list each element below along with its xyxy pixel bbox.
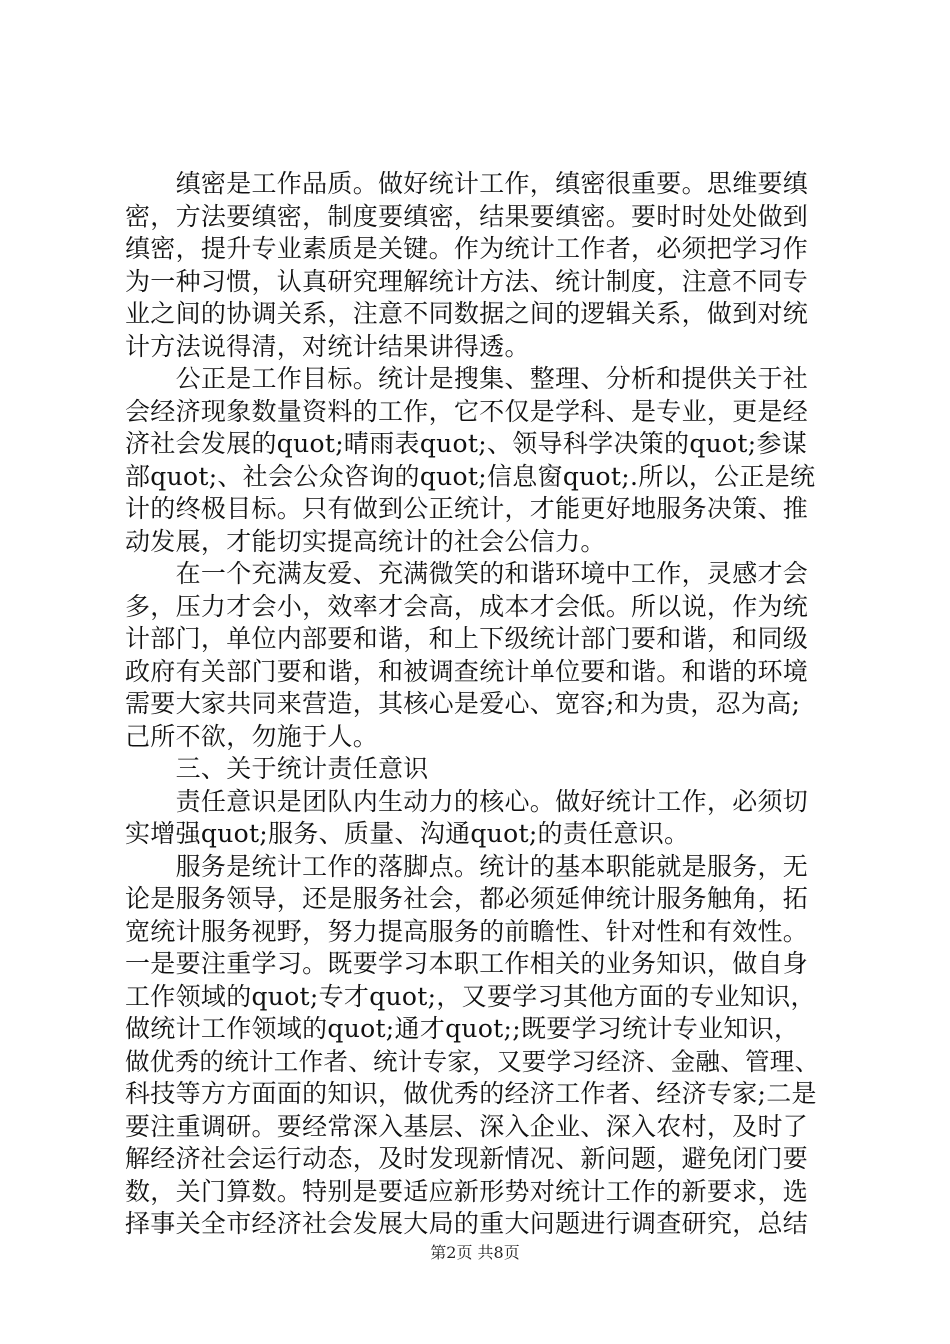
text-line: 数，关门算数。特别是要适应新形势对统计工作的新要求，选 — [125, 1176, 809, 1206]
text-line: 公正是工作目标。统计是搜集、整理、分析和提供关于社 — [125, 364, 809, 393]
text-line: 实增强quot;服务、质量、沟通quot;的责任意识。 — [125, 819, 690, 848]
page-number-footer: 第2页 共8页 — [430, 1243, 520, 1262]
text-line: 三、关于统计责任意识 — [125, 754, 429, 783]
text-line: 做统计工作领域的quot;通才quot;;既要学习统计专业知识， — [125, 1014, 800, 1043]
text-line: 科技等方方面面的知识，做优秀的经济工作者、经济专家;二是 — [125, 1079, 817, 1108]
text-line: 会经济现象数量资料的工作，它不仅是学科、是专业，更是经 — [125, 396, 809, 426]
text-line: 部quot;、社会公众咨询的quot;信息窗quot;.所以，公正是统 — [125, 461, 816, 491]
text-line: 论是服务领导，还是服务社会，都必须延伸统计服务触角，拓 — [125, 884, 809, 913]
text-line: 在一个充满友爱、充满微笑的和谐环境中工作，灵感才会 — [125, 559, 809, 588]
text-line: 计的终极目标。只有做到公正统计，才能更好地服务决策、推 — [125, 494, 809, 523]
text-line: 要注重调研。要经常深入基层、深入企业、深入农村，及时了 — [125, 1111, 809, 1141]
text-line: 解经济社会运行动态，及时发现新情况、新问题，避免闭门要 — [125, 1144, 809, 1173]
text-line: 责任意识是团队内生动力的核心。做好统计工作，必须切 — [125, 786, 809, 816]
text-line: 工作领域的quot;专才quot;，又要学习其他方面的专业知识， — [125, 981, 816, 1011]
text-line: 做优秀的统计工作者、统计专家，又要学习经济、金融、管理、 — [125, 1046, 820, 1076]
text-line: 一是要注重学习。既要学习本职工作相关的业务知识，做自身 — [125, 949, 809, 978]
text-line: 为一种习惯，认真研究理解统计方法、统计制度，注意不同专 — [125, 266, 809, 296]
text-line: 计部门，单位内部要和谐，和上下级统计部门要和谐，和同级 — [125, 624, 809, 653]
text-line: 服务是统计工作的落脚点。统计的基本职能就是服务，无 — [125, 851, 809, 881]
text-line: 政府有关部门要和谐，和被调查统计单位要和谐。和谐的环境 — [125, 656, 809, 686]
text-line: 己所不欲，勿施于人。 — [125, 721, 379, 751]
text-line: 缜密，提升专业素质是关键。作为统计工作者，必须把学习作 — [125, 234, 809, 263]
document-body — [125, 168, 825, 1241]
text-line: 济社会发展的quot;晴雨表quot;、领导科学决策的quot;参谋 — [125, 429, 808, 458]
text-line: 计方法说得清，对统计结果讲得透。 — [125, 331, 530, 361]
text-line: 择事关全市经济社会发展大局的重大问题进行调查研究，总结 — [125, 1209, 809, 1238]
text-line: 密，方法要缜密，制度要缜密，结果要缜密。要时时处处做到 — [125, 201, 809, 231]
text-line: 业之间的协调关系，注意不同数据之间的逻辑关系，做到对统 — [125, 299, 809, 328]
text-line: 宽统计服务视野，努力提高服务的前瞻性、针对性和有效性。 — [125, 916, 809, 946]
text-line: 需要大家共同来营造，其核心是爱心、宽容;和为贵，忍为高; — [125, 689, 801, 718]
text-line: 动发展，才能切实提高统计的社会公信力。 — [125, 526, 606, 556]
text-line: 多，压力才会小，效率才会高，成本才会低。所以说，作为统 — [125, 591, 809, 621]
text-line: 缜密是工作品质。做好统计工作，缜密很重要。思维要缜 — [125, 169, 809, 198]
